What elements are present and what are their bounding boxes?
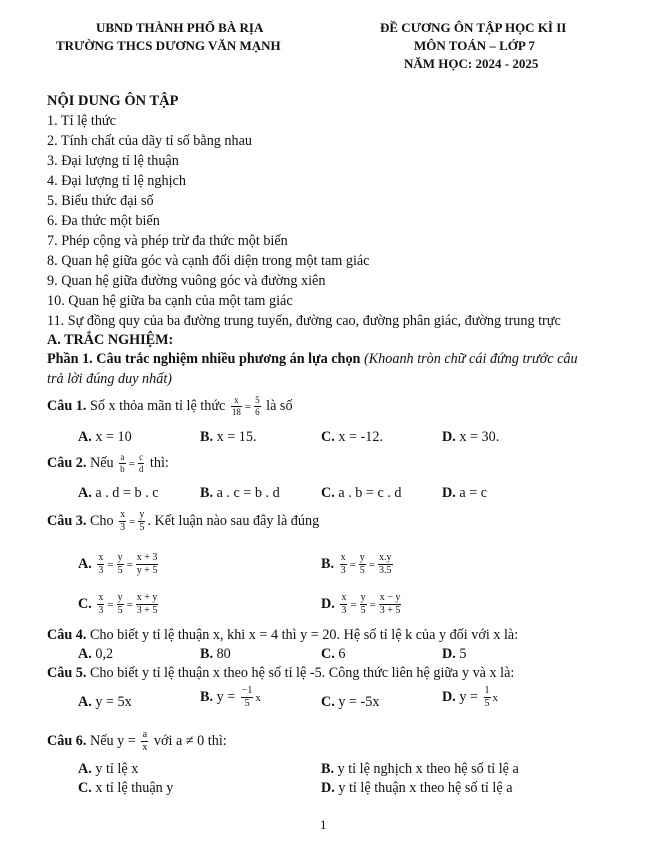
- part1-heading: [47, 351, 578, 368]
- question-label: Câu 5.: [47, 665, 87, 681]
- numerator: 5: [255, 395, 260, 405]
- answer-option-b[interactable]: B. 80: [200, 646, 231, 662]
- answer-option-b[interactable]: B. y = $\frac{-1}{5}$ x: [200, 685, 261, 709]
- question-text: thì:: [149, 454, 169, 471]
- denominator: 18: [231, 407, 241, 417]
- content-title: NỘI DUNG ÔN TẬP: [47, 93, 179, 109]
- fraction: [119, 453, 126, 474]
- equation-lhs: y =: [117, 732, 136, 749]
- school-name: TRƯỜNG THCS DƯƠNG VĂN MẠNH: [56, 38, 281, 53]
- school-authority: UBND THÀNH PHỐ BÀ RỊA: [96, 20, 264, 35]
- topic-item: 8. Quan hệ giữa góc và cạnh đối diện trong một tam giác: [47, 253, 370, 269]
- question-label: Câu 2.: [47, 454, 87, 471]
- fraction: [138, 510, 145, 533]
- answer-option-a[interactable]: A. y tỉ lệ x: [78, 761, 139, 777]
- fraction: [119, 510, 126, 533]
- topic-item: 10. Quan hệ giữa ba cạnh của một tam giác: [47, 293, 293, 309]
- part1-instruction: (Khoanh tròn chữ cái đứng trước câu: [363, 351, 578, 367]
- question-label: Câu 3.: [47, 512, 87, 529]
- numerator: y: [139, 509, 145, 520]
- answer-option-b[interactable]: B. $\frac{x}{3}$ = $\frac{y}{5}$ = $\frac{x.y}{3.5}$: [321, 552, 392, 576]
- denominator: x: [142, 742, 148, 753]
- answer-option-b[interactable]: B. a . c = b . d: [200, 485, 280, 501]
- topic-item: 1. Tỉ lệ thức: [47, 113, 116, 129]
- question-4: [47, 627, 518, 644]
- question-text: với a ≠ 0 thì:: [153, 732, 227, 749]
- doc-title: ĐỀ CƯƠNG ÔN TẬP HỌC KÌ II: [380, 20, 567, 35]
- topic-item: 5. Biểu thức đại số: [47, 193, 154, 209]
- topic-item: 3. Đại lượng tỉ lệ thuận: [47, 153, 179, 169]
- fraction: [254, 396, 261, 417]
- part1-instruction-cont: trả lời đúng duy nhất): [47, 371, 173, 387]
- question-text: . Kết luận nào sau đây là đúng: [147, 512, 320, 529]
- section-a-heading: A. TRẮC NGHIỆM:: [47, 332, 174, 348]
- page-number: 1: [320, 817, 327, 832]
- answer-option-c[interactable]: C. x tỉ lệ thuận y: [78, 780, 174, 796]
- answer-option-a[interactable]: A. y = 5x: [78, 694, 132, 710]
- answer-option-c[interactable]: C. y = -5x: [321, 694, 380, 710]
- answer-option-c[interactable]: C. a . b = c . d: [321, 485, 402, 501]
- answer-option-b[interactable]: B. y tỉ lệ nghịch x theo hệ số tỉ lệ a: [321, 761, 519, 777]
- question-1: Câu 1. Số x thỏa mãn tỉ lệ thức $\frac{x}{18}$ = $\frac{5}{6}$ là số: [47, 395, 293, 417]
- answer-option-d[interactable]: D. y = $\frac{1}{5}$ x: [442, 685, 499, 709]
- school-year: NĂM HỌC: 2024 - 2025: [404, 56, 539, 71]
- denominator: 5: [139, 522, 145, 533]
- numerator: x: [120, 509, 126, 520]
- answer-option-c[interactable]: C. 6: [321, 646, 346, 662]
- question-5: [47, 665, 514, 682]
- subject-grade: MÔN TOÁN – LỚP 7: [414, 38, 535, 53]
- question-label: Câu 6.: [47, 732, 87, 749]
- denominator: b: [120, 464, 125, 474]
- answer-option-b[interactable]: B. x = 15.: [200, 429, 257, 445]
- answer-option-d[interactable]: D. x = 30.: [442, 429, 500, 445]
- numerator: x: [231, 396, 242, 407]
- answer-option-a[interactable]: A. $\frac{x}{3}$ = $\frac{y}{5}$ = $\frac{x + 3}{y + 5}$: [78, 552, 158, 576]
- question-label: Câu 4.: [47, 627, 87, 643]
- question-2: Câu 2. Nếu $\frac{a}{b}$ = $\frac{c}{d}$ thì:: [47, 452, 169, 474]
- topic-item: 7. Phép cộng và phép trừ đa thức một biến: [47, 233, 288, 249]
- topic-item: 11. Sự đồng quy của ba đường trung tuyến, đường cao, đường phân giác, đường trung trực: [47, 313, 561, 329]
- answer-option-c[interactable]: C. x = -12.: [321, 429, 383, 445]
- question-text: Số x thỏa mãn tỉ lệ thức: [89, 397, 226, 414]
- answer-option-a[interactable]: A. x = 10: [78, 429, 132, 445]
- topic-item: 9. Quan hệ giữa đường vuông góc và đường xiên: [47, 273, 326, 289]
- answer-option-a[interactable]: A. 0,2: [78, 646, 114, 662]
- question-text: Cho biết y tỉ lệ thuận x, khi x = 4 thì y = 20. Hệ số tỉ lệ k của y đối với x là:: [89, 627, 519, 643]
- question-text: Nếu: [89, 732, 114, 749]
- part1-title: Phần 1. Câu trắc nghiệm nhiều phương án lựa chọn: [47, 351, 361, 367]
- answer-option-d[interactable]: D. y tỉ lệ thuận x theo hệ số tỉ lệ a: [321, 780, 513, 796]
- fraction: [141, 730, 148, 753]
- topic-item: 2. Tính chất của dãy tỉ số bằng nhau: [47, 133, 253, 149]
- fraction: [138, 453, 145, 474]
- denominator: d: [138, 464, 144, 474]
- question-text: Cho biết y tỉ lệ thuận x theo hệ số tỉ lệ -5. Công thức liên hệ giữa y và x là:: [89, 665, 515, 681]
- numerator: a: [120, 452, 125, 462]
- answer-option-c[interactable]: C. $\frac{x}{3}$ = $\frac{y}{5}$ = $\frac{x + y}{3 + 5}$: [78, 592, 158, 616]
- answer-option-d[interactable]: D. a = c: [442, 485, 488, 501]
- question-text: là số: [266, 397, 293, 414]
- topic-item: 4. Đại lượng tỉ lệ nghịch: [47, 173, 186, 189]
- answer-option-a[interactable]: A. a . d = b . c: [78, 485, 159, 501]
- numerator: c: [139, 452, 144, 462]
- denominator: 3: [120, 522, 126, 533]
- question-text: Cho: [89, 512, 114, 529]
- question-3: Câu 3. Cho $\frac{x}{3}$ = $\frac{y}{5}$ . Kết luận nào sau đây là đúng: [47, 509, 320, 533]
- question-6: [47, 730, 227, 753]
- question-label: Câu 1.: [47, 397, 87, 414]
- topic-item: 6. Đa thức một biến: [47, 213, 160, 229]
- answer-option-d[interactable]: D. $\frac{x}{3}$ = $\frac{y}{5}$ = $\frac{x - y}{3 + 5}$: [321, 592, 401, 616]
- fraction: [231, 396, 242, 417]
- answer-option-d[interactable]: D. 5: [442, 646, 467, 662]
- question-text: Nếu: [89, 454, 114, 471]
- numerator: a: [142, 729, 148, 740]
- denominator: 6: [255, 407, 260, 417]
